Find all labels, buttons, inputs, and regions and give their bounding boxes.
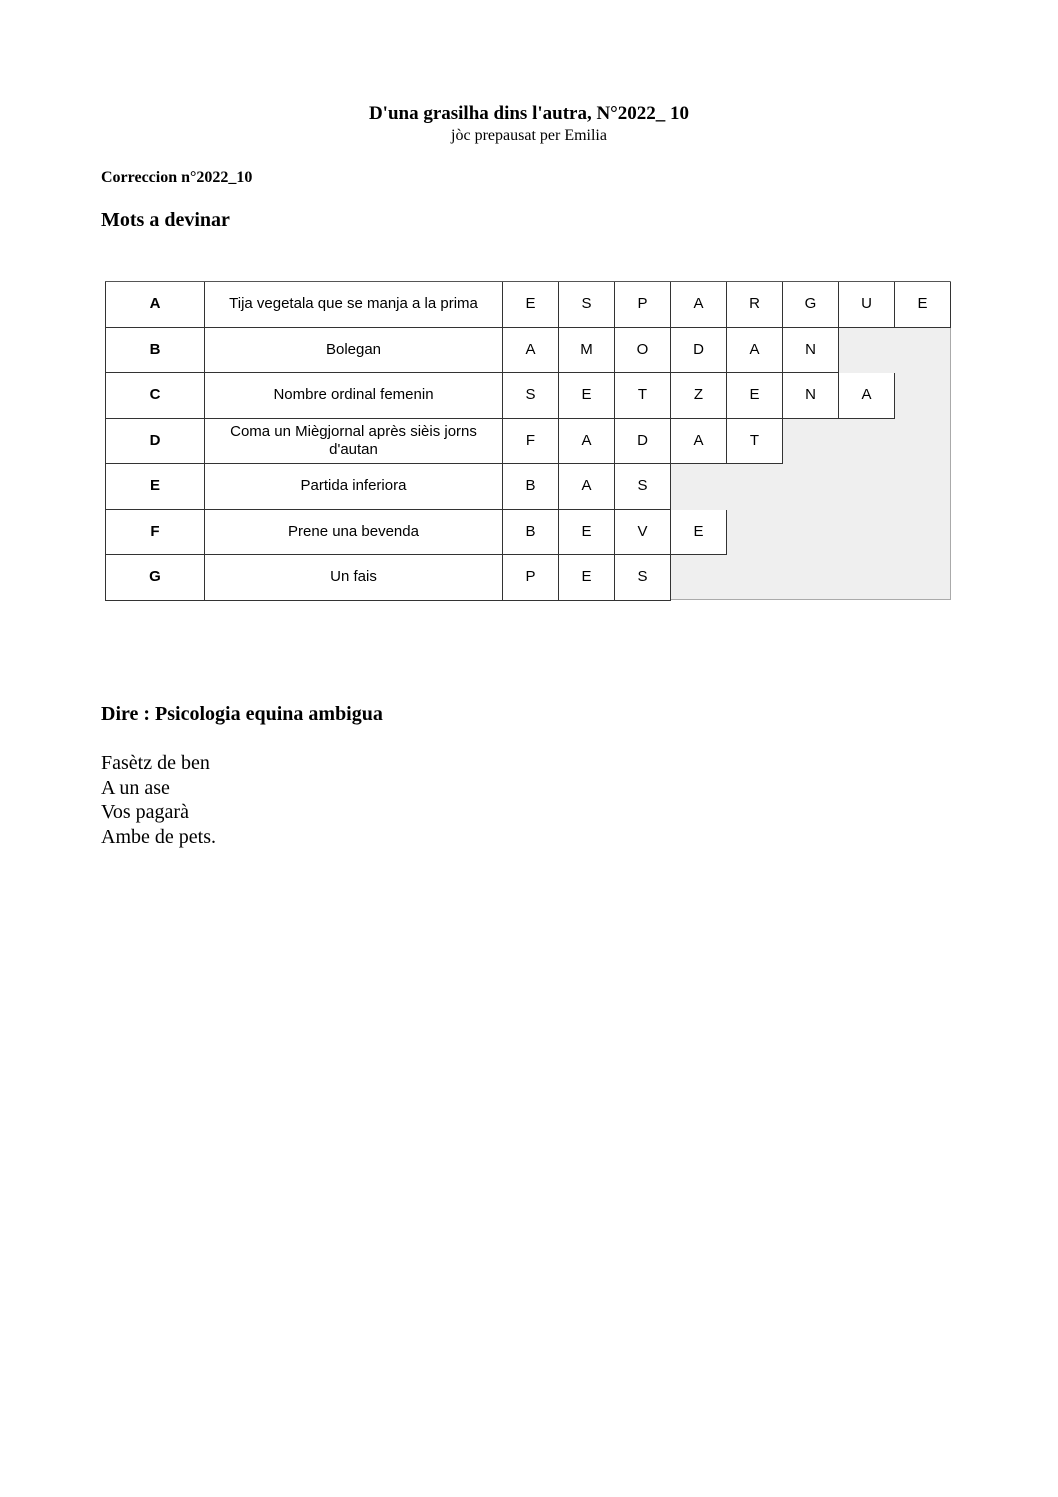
letter-cell: F [503, 419, 559, 465]
letter-cell: E [727, 373, 783, 419]
letter-cell: A [559, 419, 615, 465]
row-key: D [105, 419, 205, 465]
grid-row [105, 419, 783, 465]
letter-cell: P [615, 282, 671, 328]
saying-title: Dire : Psicologia equina ambigua [101, 703, 383, 725]
crossword-grid [105, 281, 951, 600]
letter-cell: A [727, 328, 783, 374]
row-key: A [105, 282, 205, 328]
poem-line: Vos pagarà [101, 801, 189, 823]
letter-cell: S [615, 464, 671, 510]
row-clue: Nombre ordinal femenin [205, 373, 503, 419]
row-clue: Bolegan [205, 328, 503, 374]
letter-cell: D [671, 328, 727, 374]
poem-line: Fasètz de ben [101, 752, 210, 774]
row-clue: Un fais [205, 555, 503, 601]
words-section-title: Mots a devinar [101, 209, 230, 231]
row-clue: Partida inferiora [205, 464, 503, 510]
poem-line: A un ase [101, 776, 170, 799]
row-key: E [105, 464, 205, 510]
row-key: G [105, 555, 205, 601]
row-clue: Tija vegetala que se manja a la prima [205, 282, 503, 328]
letter-cell: Z [671, 373, 727, 419]
letter-cell: E [559, 373, 615, 419]
letter-cell: G [783, 282, 839, 328]
letter-cell: T [727, 419, 783, 465]
correction-label: Correccion n°2022_10 [101, 169, 253, 186]
letter-cell: T [615, 373, 671, 419]
letter-cell: A [839, 373, 895, 419]
letter-cell: S [615, 555, 671, 601]
letter-cell: A [671, 419, 727, 465]
row-key: C [105, 373, 205, 419]
letter-cell: B [503, 464, 559, 510]
grid-row [105, 282, 951, 328]
letter-cell: E [559, 555, 615, 601]
letter-cell: V [615, 510, 671, 556]
grid-row [105, 510, 727, 556]
letter-cell: E [895, 282, 951, 328]
letter-cell: M [559, 328, 615, 374]
letter-cell: D [615, 419, 671, 465]
letter-cell: B [503, 510, 559, 556]
row-clue: Coma un Miègjornal après sièis jorns d'autan [205, 419, 503, 465]
letter-cell: E [559, 510, 615, 556]
row-key: F [105, 510, 205, 556]
letter-cell: E [671, 510, 727, 556]
page-title: D'una grasilha dins l'autra, N°2022_ 10 [368, 103, 690, 124]
grid-row [105, 373, 895, 419]
row-clue: Prene una bevenda [205, 510, 503, 556]
grid-row [105, 555, 671, 601]
letter-cell: P [503, 555, 559, 601]
row-key: B [105, 328, 205, 374]
grid-row [105, 328, 839, 374]
page-subtitle: jòc prepausat per Emilia [451, 127, 607, 144]
letter-cell: A [559, 464, 615, 510]
letter-cell: E [503, 282, 559, 328]
letter-cell: S [559, 282, 615, 328]
letter-cell: R [727, 282, 783, 328]
saying-poem [101, 751, 216, 849]
letter-cell: A [671, 282, 727, 328]
letter-cell: U [839, 282, 895, 328]
letter-cell: N [783, 328, 839, 374]
poem-line: Ambe de pets. [101, 825, 216, 848]
letter-cell: O [615, 328, 671, 374]
letter-cell: S [503, 373, 559, 419]
grid-row [105, 464, 671, 510]
letter-cell: A [503, 328, 559, 374]
letter-cell: N [783, 373, 839, 419]
